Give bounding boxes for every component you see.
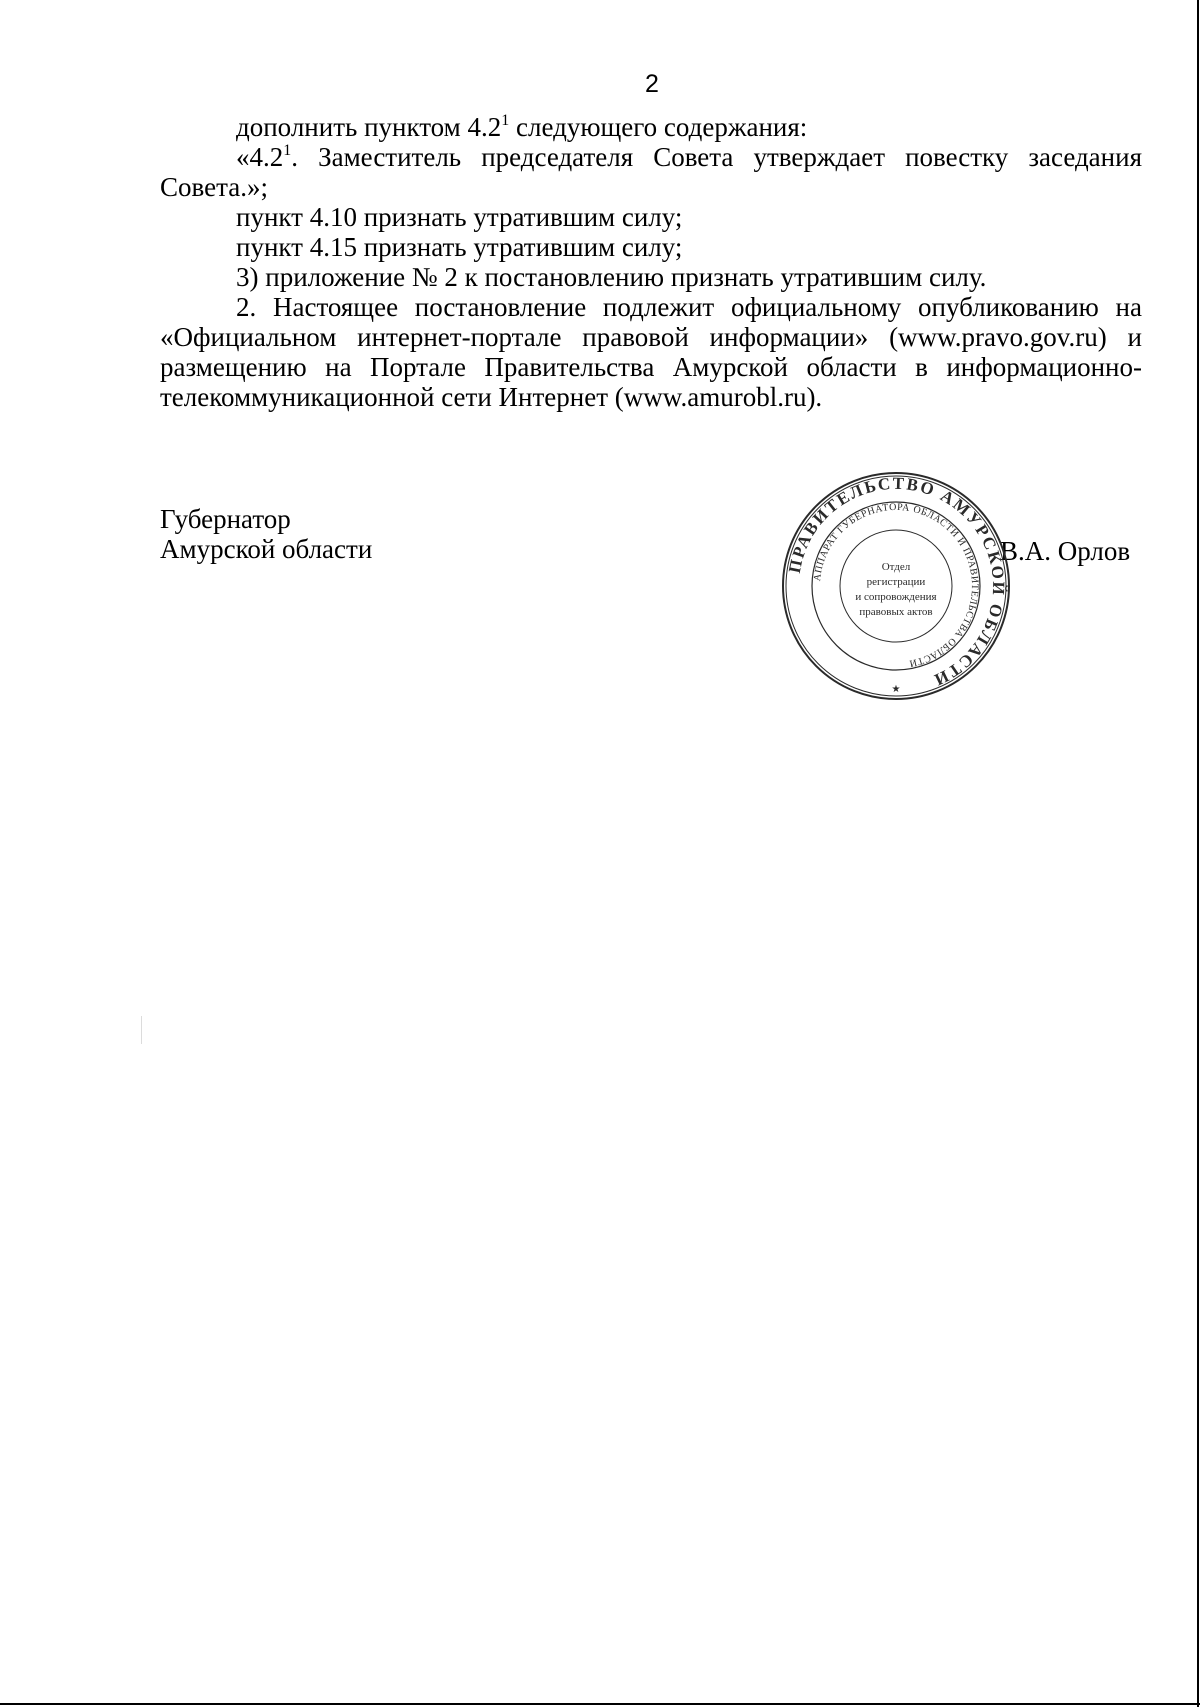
position-title: Губернатор (160, 504, 291, 534)
paragraph-appendix: 3) приложение № 2 к постановлению признать утратившим силу. (236, 262, 987, 292)
stamp-center-line-4: правовых актов (859, 606, 933, 618)
paragraph-point-4-15: пункт 4.15 признать утратившим силу; (236, 232, 683, 262)
paragraph-add-clause: дополнить пунктом $4.2^1$ следующего содержания: (236, 112, 808, 142)
scan-artifact (141, 1016, 142, 1044)
stamp-center-line-2: регистрации (866, 576, 926, 588)
stamp-center-line-1: Отдел (881, 561, 911, 573)
position-region: Амурской области (160, 534, 373, 564)
page-border-right (1197, 0, 1199, 1707)
stamp-star-icon: ★ (891, 684, 901, 695)
signatory-name: В.А. Орлов (1000, 536, 1131, 566)
paragraph-publication: 2. Настоящее постановление подлежит официальному опубликованию на «Официальном интернет-портале правовой информации» (www.pravo.gov.ru) и размещению на Портале Правительства Амурской области в информационно-телекоммуникационной сети Интернет (www.amurobl.ru). (160, 292, 1142, 412)
stamp-center-line-3: и сопровождения (855, 591, 937, 603)
official-stamp (780, 470, 1012, 702)
document-body (160, 112, 1142, 412)
paragraph-point-4-10: пункт 4.10 признать утратившим силу; (236, 202, 683, 232)
page-border-bottom (0, 1703, 1200, 1705)
stamp-outer-text: ПРАВИТЕЛЬСТВО АМУРСКОЙ ОБЛАСТИ (784, 473, 1009, 691)
paragraph-clause-text: «$4.2^1$. Заместитель председателя Совета утверждает повестку заседания Совета.»; (160, 142, 1142, 202)
signatory-position (160, 504, 372, 564)
page-number: 2 (645, 70, 659, 98)
stamp-inner-text: АППАРАТ ГУБЕРНАТОРА ОБЛАСТИ И ПРАВИТЕЛЬСТВА ОБЛАСТИ (812, 501, 981, 669)
